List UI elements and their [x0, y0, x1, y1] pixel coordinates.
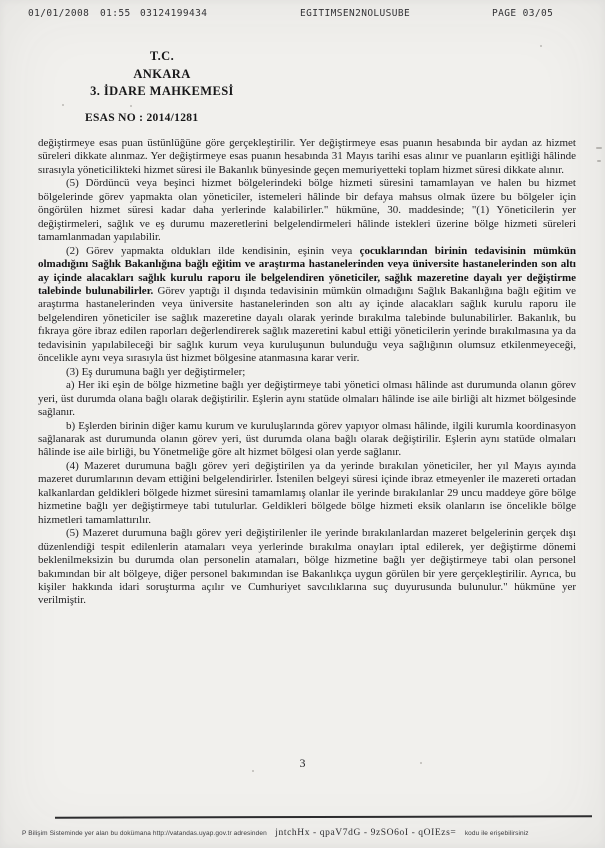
uyap-footer [22, 822, 599, 840]
scan-speck [252, 770, 254, 772]
case-number: ESAS NO : 2014/1281 [85, 112, 199, 124]
scan-speck [62, 104, 64, 106]
fax-time: 01:55 [100, 8, 131, 19]
fax-date: 01/01/2008 [28, 8, 90, 19]
text-segment: (5) Dördüncü veya beşinci hizmet bölgelerindeki bölge hizmeti süresini tamamlayan ve halen bu hizmet bölgelerinde görev yapmakta olan yöneticiler, istemeleri hâlinde bir defaya mahsus olmak üzere bu bölgeler için öngörülen hizmet süresi kadar daha yerlerinde kalabilirler." hükmüne, 30. maddesinde; "(1) Yöneticilerin yer değiştirmeleri, sağlık ve eş durumu mazeretlerini belgelendirmeleri hâlinde istekleri üzerine bölge hizmeti süreleri tamamlanmadan yapılabilir. [38, 177, 576, 244]
fax-sender-id: EGITIMSEN2NOLUSUBE [300, 8, 411, 19]
paragraph [38, 245, 576, 366]
court-heading [52, 48, 272, 101]
paragraph [38, 366, 576, 379]
paragraph [38, 420, 576, 460]
scan-speck [540, 45, 542, 47]
paragraph [38, 137, 576, 177]
footer-access-codes: jntchHx - qpaV7dG - 9zSO6oI - qOIEzs= [275, 828, 457, 838]
fax-number: 03124199434 [140, 8, 208, 19]
footer-divider [55, 815, 592, 818]
scan-speck [130, 105, 132, 107]
text-segment: (4) Mazeret durumuna bağlı görev yeri değiştirilen ya da yerinde bırakılan yöneticiler, her yıl Mayıs ayında mazeret durumlarının devam ettiğini belgelendirirler. İstenilen belgeyi süresi içinde ibraz etmeyenler ile mazereti ortadan kalkanlardan geldikleri bölgede hizmet süresini tamamlamış olanlar ile yerinde bırakılanlar 29 uncu maddeye göre bölge hizmetine bağlı yer değiştirmeye tabi tutulurlar. Geldikleri bölgede bölge hizmeti eksik olanların ise öncelikle bölge hizmetleri tamamlattırılır. [38, 459, 576, 526]
republic-label: T.C. [149, 49, 175, 63]
text-segment: değiştirmeye esas puan üstünlüğüne göre gerçekleştirilir. Yer değiştirmeye esas puanın hesabında bir aydan az hizmet süreleri dikkate alınmaz. Yer değiştirmeye esas puanın hesabında 31 Mayıs tarihi esas alınır ve puanların eşitliği hâlinde sırasıyla yöneticilikteki hizmet süresi ile Bakanlık bünyesinde geçen memuriyetteki toplam hizmet süresi dikkate alınır. [38, 137, 576, 176]
text-segment: b) Eşlerden birinin diğer kamu kurum ve kuruluşlarında görev yapıyor olması hâlinde, ilgili kurumla koordinasyon sağlanarak ast durumunda olanın görev yeri, üst durumda olana bağlı olarak değiştirilir. Eşlerin aynı statüde olmaları hâlinde ise aile birliği, bu Yönetmeliğe göre alt hizmet bölgesi olan yerde sağlanır. [38, 419, 576, 459]
scan-speck [420, 762, 422, 764]
footer-suffix-text: kodu ile erişebilirsiniz [464, 830, 529, 837]
text-segment: Görev yaptığı il dışında tedavisinin mümkün olmadığını Sağlık Bakanlığına bağlı eğitim ve araştırma hastanelerinden veya üniversite hastanelerinden son altı ay içinde alacakları sağlık kurulu raporu ile belgelendiren yöneticiler ise sağlık mazeretine dayalı olarak yerinde bırakılma talebinde bulunabilirler. Bakanlık, bu fıkraya göre ibraz edilen raporları değerlendirerek sağlık mazeretini kabul ettiği yöneticilerin yerinde bırakılmasına ya da tedavisinin yapılabileceği bir sağlık kurum veya kuruluşunun bulunduğu veya sağlığının olumsuz etkilenmeyeceği, öncelikle aynı veya sırasıyla üst hizmet bölgesine atanmasına karar verir. [38, 284, 576, 365]
paragraph [38, 177, 576, 244]
paragraph [38, 379, 576, 419]
paragraph [38, 527, 576, 608]
text-segment: (5) Mazeret durumuna bağlı görev yeri değiştirilenler ile yerinde bırakılanlardan mazeret belgelerinin gerçek dışı düzenlendiği tespit edilenlerin atamaları veya yerlerinde bırakılma onayları iptal edilerek, yer değiştirme dönemi beklenilmeksizin bu durumda olan personelin atamaları, bölge hizmetine bağlı yer değiştirmeye tabi olan personel bakımından bir alt bölgeye, diğer personel bakımından ise Bakanlıkça uygun görülen bir yere gerçekleştirilir. Ayrıca, bu kişiler hakkında idari soruşturma açılır ve Cumhuriyet savcılıklarına suç duyurusunda bulunulur." hükmüne yer verilmiştir. [38, 527, 576, 607]
city-label: ANKARA [133, 66, 191, 81]
text-segment: a) Her iki eşin de bölge hizmetine bağlı yer değiştirmeye tabi yönetici olması hâlinde ast durumunda olanın görev yeri, üst durumda olana bağlı olarak değiştirilir. Eşlerin aynı statüde olmaları hâlinde ise aile birliği alt hizmet bölgesinde sağlanır. [38, 379, 576, 419]
text-segment: (2) Görev yapmakta oldukları ilde kendisinin, eşinin veya [66, 244, 360, 257]
scan-speck [596, 147, 602, 149]
fax-transmission-header [0, 8, 605, 22]
court-name: 3. İDARE MAHKEMESİ [90, 84, 234, 98]
fax-page-indicator: PAGE 03/05 [492, 8, 554, 19]
page-number: 3 [299, 756, 306, 770]
scan-speck [597, 160, 601, 162]
text-segment: (3) Eş durumuna bağlı yer değiştirmeler; [66, 365, 246, 378]
bold-text-segment: çocuklarından birinin tedavisinin mümkün olmadığını Sağlık Bakanlığına bağlı eğitim ve araştırma hastanelerinden veya üniversite hastanelerinden son altı ay içinde alacakları sağlık kurulu raporu ile belgelendiren yöneticiler, sağlık mazeretine dayalı yer değiştirme talebinde bulunabilirler. [38, 244, 576, 297]
paragraph [38, 460, 576, 527]
footer-prefix-text: P Bilişim Sisteminde yer alan bu dokümana http://vatandas.uyap.gov.tr adresinden [22, 830, 267, 837]
document-body [38, 137, 576, 608]
